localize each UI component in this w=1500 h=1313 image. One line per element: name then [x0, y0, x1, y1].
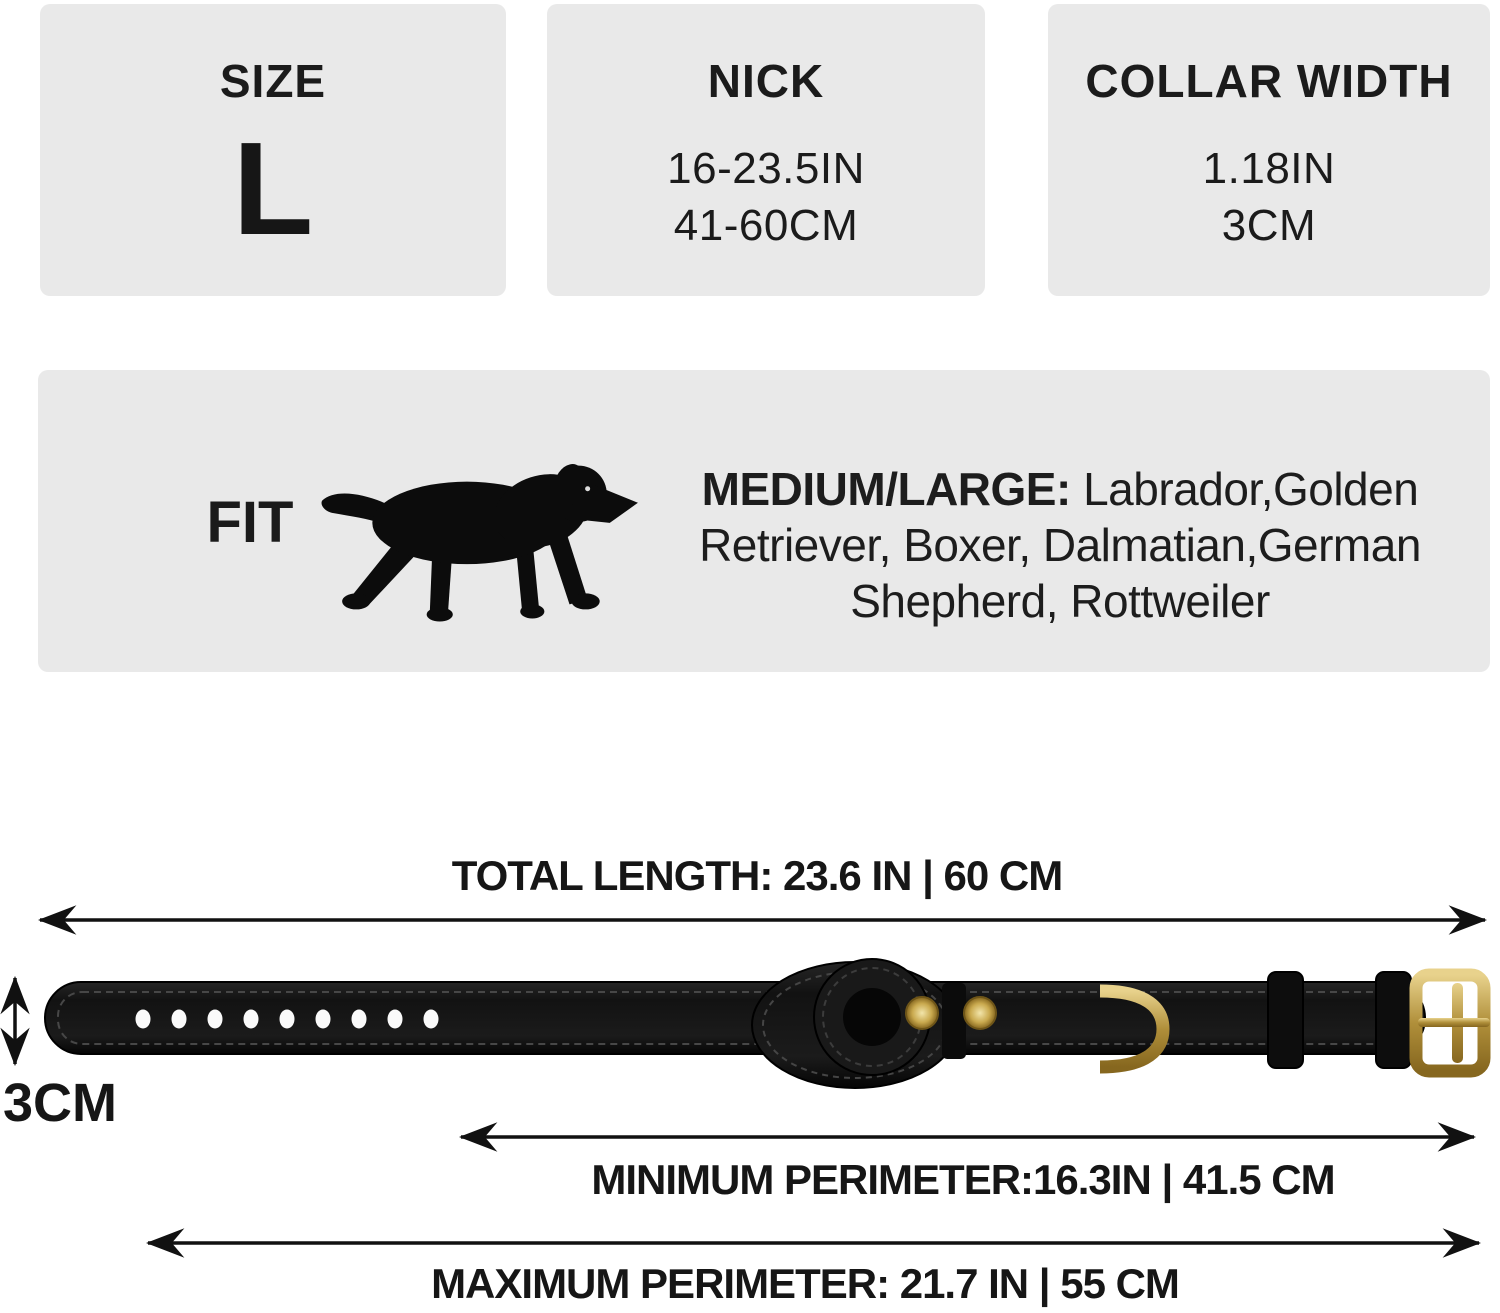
dog-eye: [585, 486, 590, 491]
brass-rivet: [964, 997, 996, 1029]
neck-size-inches: 16-23.5IN: [667, 144, 865, 193]
airtag-opening: [843, 988, 901, 1046]
fit-label: FIT: [206, 490, 294, 555]
fit-breeds-line1: MEDIUM/LARGE: Labrador,Golden: [701, 463, 1419, 515]
collar-width-inches: 1.18IN: [1202, 144, 1336, 193]
size-value: L: [232, 115, 314, 262]
fit-breeds-line2: Retriever, Boxer, Dalmatian,German: [699, 519, 1421, 571]
collar-width-box: [1048, 4, 1490, 296]
leather-keeper: [1268, 972, 1303, 1068]
buckle-prong: [1418, 1018, 1490, 1027]
buckle: [1416, 975, 1490, 1071]
neck-box-title: NICK: [707, 55, 825, 107]
total-length-label: TOTAL LENGTH: 23.6 IN | 60 CM: [451, 852, 1063, 899]
collar-width-cm: 3CM: [1221, 201, 1317, 250]
strap-holes: [136, 1010, 439, 1029]
collar-width-box-title: COLLAR WIDTH: [1085, 55, 1453, 107]
neck-size-cm: 41-60CM: [673, 201, 859, 250]
neck-box: [547, 4, 985, 296]
collar-product-image: [0, 955, 1500, 1110]
leather-keeper: [1376, 972, 1411, 1068]
min-perimeter-label: MINIMUM PERIMETER:16.3IN | 41.5 CM: [591, 1156, 1335, 1203]
fit-breeds-text: [653, 461, 1467, 629]
max-perimeter-label: MAXIMUM PERIMETER: 21.7 IN | 55 CM: [431, 1260, 1179, 1307]
collar-width-dimension-label: 3CM: [2, 1073, 117, 1133]
size-box: [40, 4, 506, 296]
holder-loop-strip: [942, 983, 966, 1059]
size-box-title: SIZE: [219, 55, 327, 107]
dog-silhouette-icon: [318, 446, 650, 628]
brass-rivet: [906, 997, 938, 1029]
fit-breeds-line3: Shepherd, Rottweiler: [850, 575, 1270, 627]
